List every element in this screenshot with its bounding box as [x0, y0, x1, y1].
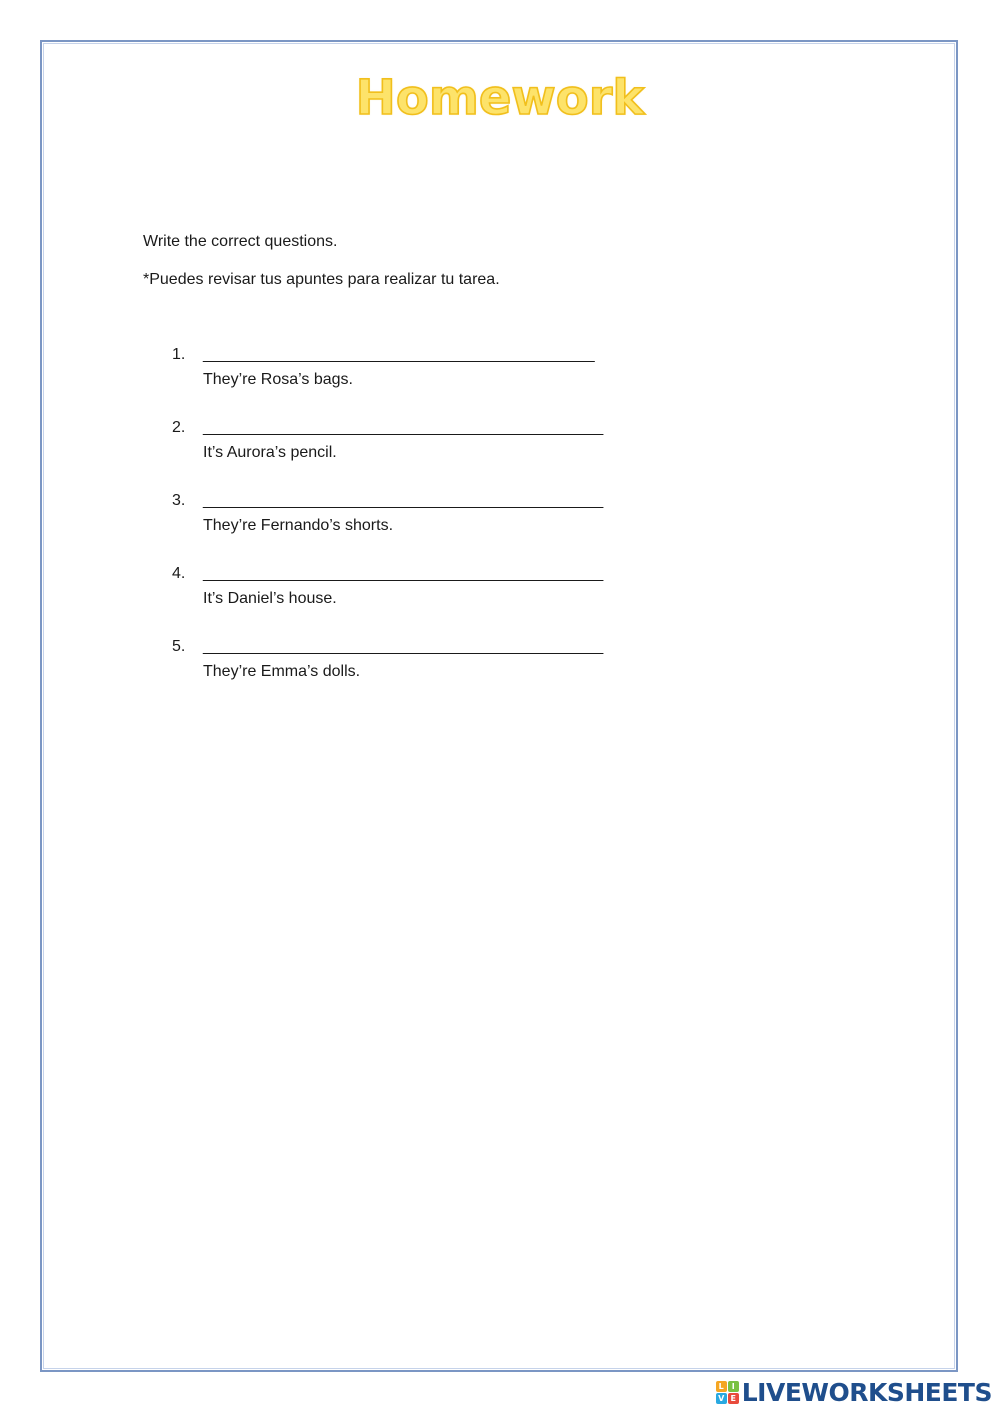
given-answer: It’s Daniel’s house.	[203, 590, 337, 607]
logo-tile: V	[716, 1393, 727, 1404]
question-item-3	[172, 492, 632, 565]
answer-blank[interactable]: ______________________________________________	[203, 492, 604, 509]
item-number: 4.	[172, 565, 186, 582]
liveworksheets-watermark	[716, 1377, 992, 1407]
given-answer: They’re Emma’s dolls.	[203, 663, 361, 680]
question-item-1	[172, 346, 632, 419]
answer-blank[interactable]: ______________________________________________	[203, 419, 604, 436]
page-title: Homework	[355, 70, 645, 126]
question-item-5	[172, 638, 632, 711]
logo-tile: E	[728, 1393, 739, 1404]
given-answer: They’re Fernando’s shorts.	[203, 517, 394, 534]
instruction-text: Write the correct questions.	[143, 233, 338, 250]
given-answer: It’s Aurora’s pencil.	[203, 444, 337, 461]
item-number: 5.	[172, 638, 186, 655]
question-item-4	[172, 565, 632, 638]
logo-tile: I	[728, 1381, 739, 1392]
item-number: 3.	[172, 492, 186, 509]
liveworksheets-logo-icon	[716, 1381, 739, 1404]
question-item-2	[172, 419, 632, 492]
instruction-note: *Puedes revisar tus apuntes para realizar tu tarea.	[143, 271, 500, 288]
answer-blank[interactable]: ______________________________________________	[203, 638, 604, 655]
watermark-text: LIVEWORKSHEETS	[741, 1377, 992, 1407]
logo-tile: L	[716, 1381, 727, 1392]
item-number: 1.	[172, 346, 186, 363]
answer-blank[interactable]: _____________________________________________	[203, 346, 595, 363]
question-list	[172, 346, 632, 711]
answer-blank[interactable]: ______________________________________________	[203, 565, 604, 582]
given-answer: They’re Rosa’s bags.	[203, 371, 353, 388]
item-number: 2.	[172, 419, 186, 436]
